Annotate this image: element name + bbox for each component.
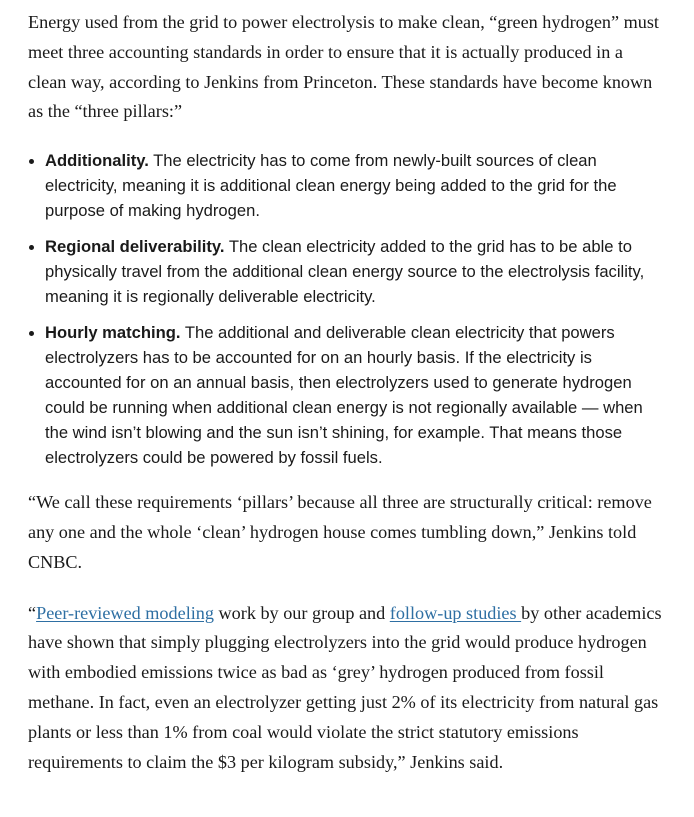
paragraph-text: by other academics have shown that simply plugging electrolyzers into the grid would produce hydrogen with embodied emissions twice as bad as ‘grey’ hydrogen produced from fossil methane. In fact, even an electrolyzer getting just 2% of its electricity from natural gas plants or less than 1% from coal would violate the strict statutory emissions requirements to claim the $3 per kilogram subsidy,” Jenkins said.	[28, 602, 662, 772]
intro-paragraph: Energy used from the grid to power electrolysis to make clean, “green hydrogen” must meet three accounting standards in order to ensure that it is actually produced in a clean way, according to Jenkins from Princeton. These standards have become known as the “three pillars:”	[28, 12, 659, 122]
article-body	[28, 8, 664, 798]
jenkins-quote-paragraph: “We call these requirements ‘pillars’ because all three are structurally critical: remove any one and the whole ‘clean’ hydrogen house comes tumbling down,” Jenkins told CNBC.	[28, 492, 652, 572]
jenkins-modeling-paragraph	[28, 599, 664, 778]
pillar-term: Hourly matching.	[45, 323, 181, 343]
paragraph-text: work by our group and	[213, 602, 390, 623]
pillar-description: The electricity has to come from newly-built sources of clean electricity, meaning it is additional clean energy being added to the grid for the purpose of making hydrogen.	[45, 151, 617, 221]
peer-reviewed-modeling-link[interactable]: Peer-reviewed modeling	[36, 602, 214, 623]
pillar-term: Additionality.	[45, 151, 149, 171]
pillar-description: The clean electricity added to the grid has to be able to physically travel from the additional clean energy source to the electrolysis facility, meaning it is regionally deliverable electricity.	[45, 237, 645, 307]
list-item-hourly-matching	[28, 320, 664, 470]
pillar-description: The additional and deliverable clean electricity that powers electrolyzers has to be accounted for on an hourly basis. If the electricity is accounted for on an annual basis, then electrolyzers used to generate hydrogen could be running when additional clean energy is not regionally available — when the wind isn’t blowing and the sun isn’t shining, for example. That means those electrolyzers could be powered by fossil fuels.	[45, 323, 643, 468]
list-item-additionality	[28, 148, 664, 223]
open-quote: “	[28, 602, 37, 623]
list-item-regional-deliverability	[28, 234, 664, 309]
three-pillars-list	[28, 148, 664, 470]
follow-up-studies-link[interactable]: follow-up studies	[389, 602, 522, 623]
pillar-term: Regional deliverability.	[45, 237, 225, 257]
